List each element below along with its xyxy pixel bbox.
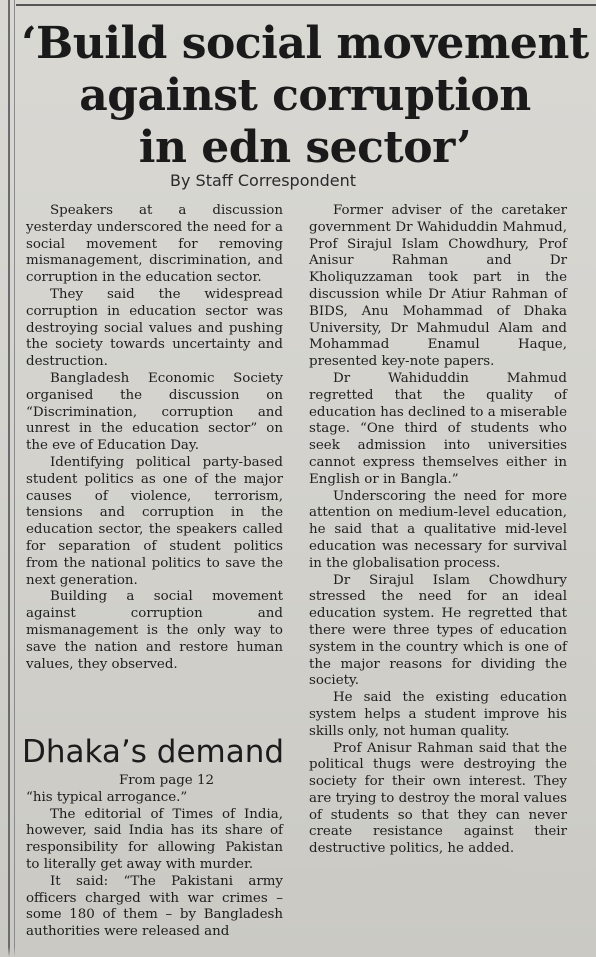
paragraph: Building a social movement against corruption and mismanagement is the only way to save the nation and restore human values, they observed.	[26, 589, 283, 672]
headline-line-2: against corruption	[79, 70, 531, 121]
second-story-title: Dhaka’s demand	[22, 734, 285, 770]
paragraph: Prof Anisur Rahman said that the political thugs were destroying the society for their own interest. They are trying to destroy the moral values of students so that they can never create resistance against their destructive politics, he added.	[309, 740, 567, 857]
headline-line-1: ‘Build social movement	[21, 18, 589, 69]
paragraph: Underscoring the need for more attention on medium-level education, he said that a qualitative mid-level education was necessary for survival in the globalisation process.	[309, 488, 567, 571]
jump-line: From page 12	[118, 773, 215, 788]
paragraph: Dr Wahiduddin Mahmud regretted that the quality of education has declined to a miserable stage. “One third of students who seek admission into universities cannot express themselves either in English or in Bangla.”	[309, 370, 567, 487]
paragraph: Identifying political party-based student politics as one of the major causes of violence, terrorism, tensions and corruption in the education sector, the speakers called for separation of student politics from the national politics to save the next generation.	[26, 454, 283, 588]
top-rule	[16, 4, 596, 6]
paragraph: Speakers at a discussion yesterday underscored the need for a social movement for removing mismanagement, discrimination, and corruption in the education sector.	[26, 203, 283, 286]
paragraph: They said the widespread corruption in education sector was destroying social values and pushing the society towards uncertainty and destruction.	[26, 286, 283, 370]
paragraph: The editorial of Times of India, however, said India has its share of responsibility for allowing Pakistan to literally get away with murder.	[26, 806, 283, 872]
paragraph: It said: “The Pakistani army officers charged with war crimes – some 180 of them – by Bangladesh authorities were released and	[26, 873, 283, 940]
paragraph: Former adviser of the caretaker government Dr Wahiduddin Mahmud, Prof Sirajul Islam Chowdhury, Prof Anisur Rahman and Dr Kholiquzzaman took part in the discussion while Dr Atiur Rahman of BIDS, Anu Mohammad of Dhaka University, Dr Mahmudul Alam and Mohammad Enamul Haque, presented key-note papers.	[309, 203, 567, 370]
paragraph: Dr Sirajul Islam Chowdhury stressed the need for an ideal education system. He regretted that there were three types of education system in the country which is one of the major reasons for dividing the society.	[309, 572, 567, 689]
byline: By Staff Correspondent	[170, 171, 357, 190]
headline-line-3: in edn sector’	[138, 122, 472, 173]
paragraph: He said the existing education system helps a student improve his skills only, not human quality.	[309, 690, 567, 739]
column-rule	[8, 0, 10, 957]
page-edge	[0, 947, 596, 957]
article-column-left	[26, 203, 283, 673]
second-story-body	[26, 773, 283, 941]
article-column-right	[309, 203, 567, 858]
column-rule-inner	[14, 0, 15, 957]
headline	[20, 18, 590, 174]
paragraph: Bangladesh Economic Society organised the discussion on “Discrimination, corruption and unrest in the education sector” on the eve of Education Day.	[26, 370, 283, 454]
paragraph: “his typical arrogance.”	[26, 789, 188, 805]
